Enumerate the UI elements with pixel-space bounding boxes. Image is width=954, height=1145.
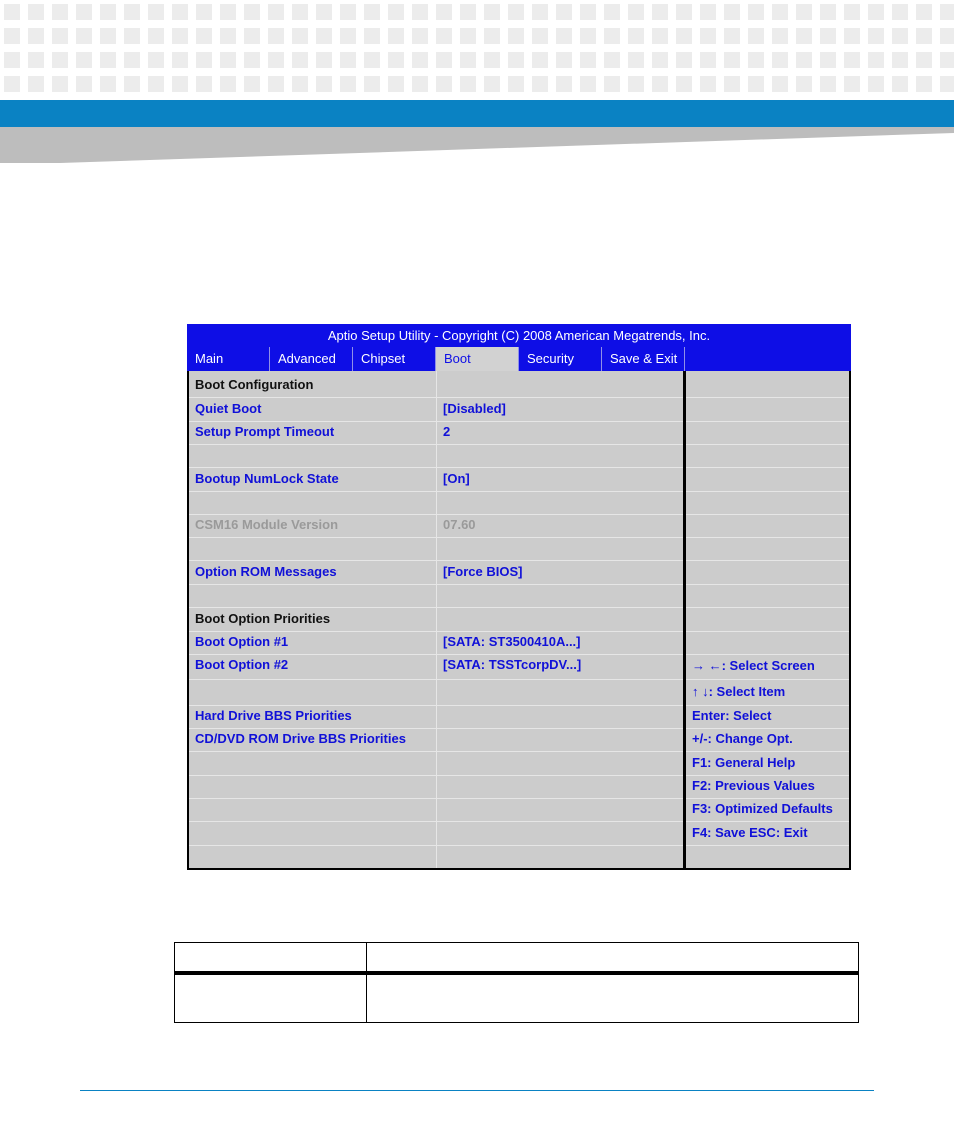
header-pattern-cell <box>748 52 764 68</box>
header-pattern-cell <box>196 76 212 92</box>
header-pattern-cell <box>772 28 788 44</box>
header-pattern-cell <box>940 52 954 68</box>
header-pattern-cell <box>52 28 68 44</box>
header-pattern-cell <box>868 4 884 20</box>
header-pattern-cell <box>796 76 812 92</box>
header-pattern-cell <box>244 76 260 92</box>
header-pattern-cell <box>4 52 20 68</box>
header-pattern-cell <box>916 76 932 92</box>
header-pattern-cell <box>868 76 884 92</box>
header-pattern-cell <box>892 52 908 68</box>
csm16-module-version-label: CSM16 Module Version <box>195 517 339 532</box>
tab-save-exit[interactable]: Save & Exit <box>602 347 685 371</box>
header-pattern-cell <box>76 76 92 92</box>
header-pattern-cell <box>148 76 164 92</box>
header-pattern-cell <box>196 28 212 44</box>
header-pattern-cell <box>748 4 764 20</box>
header-pattern-cell <box>820 28 836 44</box>
header-pattern-cell <box>580 76 596 92</box>
header-pattern-cell <box>700 4 716 20</box>
header-pattern-cell <box>868 52 884 68</box>
header-pattern-cell <box>292 76 308 92</box>
boot-option-2-label[interactable]: Boot Option #2 <box>195 657 289 672</box>
header-pattern-cell <box>148 52 164 68</box>
header-pattern-cell <box>748 76 764 92</box>
header-pattern-cell <box>532 76 548 92</box>
header-pattern-cell <box>172 52 188 68</box>
header-pattern-cell <box>868 28 884 44</box>
bios-tab-bar <box>187 347 851 371</box>
header-pattern-cell <box>940 4 954 20</box>
header-pattern-cell <box>4 4 20 20</box>
header-pattern-cell <box>652 76 668 92</box>
header-pattern-cell <box>340 28 356 44</box>
header-pattern-cell <box>628 52 644 68</box>
header-pattern-cell <box>340 4 356 20</box>
header-pattern-cell <box>148 4 164 20</box>
header-pattern-cell <box>820 52 836 68</box>
header-pattern-cell <box>604 52 620 68</box>
header-pattern-cell <box>556 52 572 68</box>
header-pattern-cell <box>76 4 92 20</box>
header-pattern-cell <box>508 28 524 44</box>
header-pattern-cell <box>604 28 620 44</box>
header-pattern-cell <box>724 52 740 68</box>
header-pattern-cell <box>772 76 788 92</box>
header-pattern-cell <box>940 76 954 92</box>
tab-advanced[interactable]: Advanced <box>270 347 353 371</box>
header-pattern-cell <box>28 4 44 20</box>
header-pattern-cell <box>700 52 716 68</box>
header-pattern-cell <box>244 28 260 44</box>
header-pattern-cell <box>388 28 404 44</box>
header-pattern-cell <box>724 28 740 44</box>
header-pattern-cell <box>772 4 788 20</box>
header-pattern-cell <box>412 28 428 44</box>
header-pattern-cell <box>124 28 140 44</box>
hard-drive-bbs-priorities-link[interactable]: Hard Drive BBS Priorities <box>195 708 352 723</box>
header-pattern-cell <box>460 52 476 68</box>
help-save-exit: F4: Save ESC: Exit <box>692 825 808 840</box>
header-pattern-cell <box>436 52 452 68</box>
header-pattern-cell <box>652 52 668 68</box>
header-pattern-cell <box>436 28 452 44</box>
header-pattern-cell <box>508 52 524 68</box>
header-pattern-cell <box>508 76 524 92</box>
boot-option-1-value[interactable]: [SATA: ST3500410A...] <box>443 634 581 649</box>
tab-security[interactable]: Security <box>519 347 602 371</box>
header-pattern-cell <box>364 28 380 44</box>
header-pattern-cell <box>940 28 954 44</box>
header-pattern-cell <box>556 4 572 20</box>
header-pattern <box>0 0 954 100</box>
cd-dvd-rom-bbs-priorities-link[interactable]: CD/DVD ROM Drive BBS Priorities <box>195 731 406 746</box>
header-pattern-cell <box>652 28 668 44</box>
header-pattern-cell <box>220 52 236 68</box>
footer-rule <box>80 1090 874 1091</box>
header-pattern-cell <box>460 76 476 92</box>
header-pattern-cell <box>388 76 404 92</box>
help-previous-values: F2: Previous Values <box>692 778 815 793</box>
header-pattern-cell <box>412 76 428 92</box>
header-pattern-cell <box>220 76 236 92</box>
header-pattern-cell <box>916 52 932 68</box>
header-pattern-cell <box>820 4 836 20</box>
header-pattern-cell <box>796 28 812 44</box>
header-pattern-cell <box>364 52 380 68</box>
boot-option-1-label[interactable]: Boot Option #1 <box>195 634 289 649</box>
header-pattern-cell <box>124 76 140 92</box>
header-pattern-cell <box>172 4 188 20</box>
header-pattern-cell <box>316 28 332 44</box>
header-pattern-cell <box>604 4 620 20</box>
header-pattern-cell <box>676 52 692 68</box>
header-pattern-cell <box>436 76 452 92</box>
header-pattern-cell <box>220 28 236 44</box>
option-rom-messages-label[interactable]: Option ROM Messages <box>195 564 337 579</box>
header-pattern-cell <box>292 52 308 68</box>
header-pattern-cell <box>628 28 644 44</box>
header-pattern-cell <box>196 52 212 68</box>
header-pattern-cell <box>844 4 860 20</box>
header-pattern-cell <box>652 4 668 20</box>
header-pattern-cell <box>676 4 692 20</box>
bios-setup-screen <box>187 324 851 870</box>
header-pattern-cell <box>292 4 308 20</box>
header-pattern-cell <box>4 76 20 92</box>
header-pattern-cell <box>628 4 644 20</box>
header-pattern-cell <box>580 28 596 44</box>
header-pattern-cell <box>916 28 932 44</box>
help-change-opt: +/-: Change Opt. <box>692 731 793 746</box>
header-pattern-cell <box>460 4 476 20</box>
header-pattern-cell <box>172 28 188 44</box>
header-pattern-cell <box>796 4 812 20</box>
bios-body <box>187 371 851 870</box>
table-column-divider <box>366 943 367 1022</box>
bootup-numlock-state-label[interactable]: Bootup NumLock State <box>195 471 339 486</box>
bios-title: Aptio Setup Utility - Copyright (C) 2008 American Megatrends, Inc. <box>187 324 851 347</box>
header-pattern-cell <box>772 52 788 68</box>
header-pattern-cell <box>844 28 860 44</box>
header-pattern-cell <box>412 52 428 68</box>
header-pattern-cell <box>532 4 548 20</box>
header-pattern-cell <box>172 76 188 92</box>
header-pattern-cell <box>556 76 572 92</box>
header-pattern-cell <box>892 4 908 20</box>
header-pattern-cell <box>724 76 740 92</box>
tab-boot[interactable]: Boot <box>436 347 519 371</box>
header-pattern-cell <box>676 76 692 92</box>
help-general-help: F1: General Help <box>692 755 796 770</box>
header-pattern-cell <box>484 4 500 20</box>
header-pattern-cell <box>844 76 860 92</box>
header-pattern-cell <box>76 52 92 68</box>
header-pattern-cell <box>820 76 836 92</box>
header-pattern-cell <box>100 28 116 44</box>
header-pattern-cell <box>268 28 284 44</box>
header-pattern-cell <box>700 28 716 44</box>
header-pattern-cell <box>292 28 308 44</box>
header-pattern-cell <box>724 4 740 20</box>
header-pattern-cell <box>52 4 68 20</box>
header-pattern-cell <box>316 52 332 68</box>
header-pattern-cell <box>580 4 596 20</box>
tab-main[interactable]: Main <box>187 347 270 371</box>
header-bar <box>0 100 954 127</box>
header-pattern-cell <box>412 4 428 20</box>
header-pattern-cell <box>676 28 692 44</box>
help-select-item: ↑ ↓: Select Item <box>692 684 786 699</box>
header-pattern-cell <box>220 4 236 20</box>
header-pattern-cell <box>52 76 68 92</box>
header-pattern-cell <box>244 52 260 68</box>
header-pattern-cell <box>4 28 20 44</box>
header-pattern-cell <box>532 28 548 44</box>
header-pattern-cell <box>28 28 44 44</box>
section-boot-configuration: Boot Configuration <box>195 377 314 392</box>
header-pattern-cell <box>916 4 932 20</box>
header-swoosh <box>0 127 954 163</box>
header-pattern-cell <box>604 76 620 92</box>
header-pattern-cell <box>388 4 404 20</box>
header-pattern-cell <box>244 4 260 20</box>
header-pattern-cell <box>364 4 380 20</box>
header-pattern-cell <box>76 28 92 44</box>
description-table <box>174 942 859 1023</box>
header-pattern-cell <box>796 52 812 68</box>
header-pattern-cell <box>892 76 908 92</box>
header-pattern-cell <box>628 76 644 92</box>
header-pattern-cell <box>28 76 44 92</box>
quiet-boot-label[interactable]: Quiet Boot <box>195 401 262 416</box>
header-pattern-cell <box>124 4 140 20</box>
tab-chipset[interactable]: Chipset <box>353 347 436 371</box>
header-pattern-cell <box>124 52 140 68</box>
header-pattern-cell <box>268 4 284 20</box>
setup-prompt-timeout-value[interactable]: 2 <box>443 424 451 439</box>
bootup-numlock-state-value[interactable]: [On] <box>443 471 470 486</box>
header-pattern-cell <box>148 28 164 44</box>
header-pattern-cell <box>484 76 500 92</box>
header-pattern-cell <box>268 76 284 92</box>
setup-prompt-timeout-label[interactable]: Setup Prompt Timeout <box>195 424 335 439</box>
header-pattern-cell <box>100 52 116 68</box>
header-pattern-cell <box>484 28 500 44</box>
header-pattern-cell <box>436 4 452 20</box>
csm16-module-version-value: 07.60 <box>443 517 476 532</box>
header-pattern-cell <box>700 76 716 92</box>
header-pattern-cell <box>196 4 212 20</box>
boot-option-2-value[interactable]: [SATA: TSSTcorpDV...] <box>443 657 582 672</box>
header-pattern-cell <box>484 52 500 68</box>
header-pattern-cell <box>100 4 116 20</box>
header-pattern-cell <box>340 76 356 92</box>
header-pattern-cell <box>532 52 548 68</box>
header-pattern-cell <box>460 28 476 44</box>
header-pattern-cell <box>364 76 380 92</box>
header-pattern-cell <box>316 4 332 20</box>
header-pattern-cell <box>748 28 764 44</box>
header-pattern-cell <box>316 76 332 92</box>
header-pattern-cell <box>268 52 284 68</box>
help-enter-select: Enter: Select <box>692 708 772 723</box>
header-pattern-cell <box>100 76 116 92</box>
header-pattern-cell <box>340 52 356 68</box>
header-pattern-cell <box>580 52 596 68</box>
header-pattern-cell <box>28 52 44 68</box>
help-select-screen: → ←: Select Screen <box>692 658 815 673</box>
option-rom-messages-value[interactable]: [Force BIOS] <box>443 564 523 579</box>
header-pattern-cell <box>556 28 572 44</box>
header-pattern-cell <box>892 28 908 44</box>
table-header-divider <box>175 971 858 975</box>
header-pattern-cell <box>52 52 68 68</box>
header-pattern-cell <box>388 52 404 68</box>
header-pattern-cell <box>508 4 524 20</box>
header-pattern-cell <box>844 52 860 68</box>
quiet-boot-value[interactable]: [Disabled] <box>443 401 506 416</box>
section-boot-option-priorities: Boot Option Priorities <box>195 611 331 626</box>
help-optimized-defaults: F3: Optimized Defaults <box>692 801 833 816</box>
